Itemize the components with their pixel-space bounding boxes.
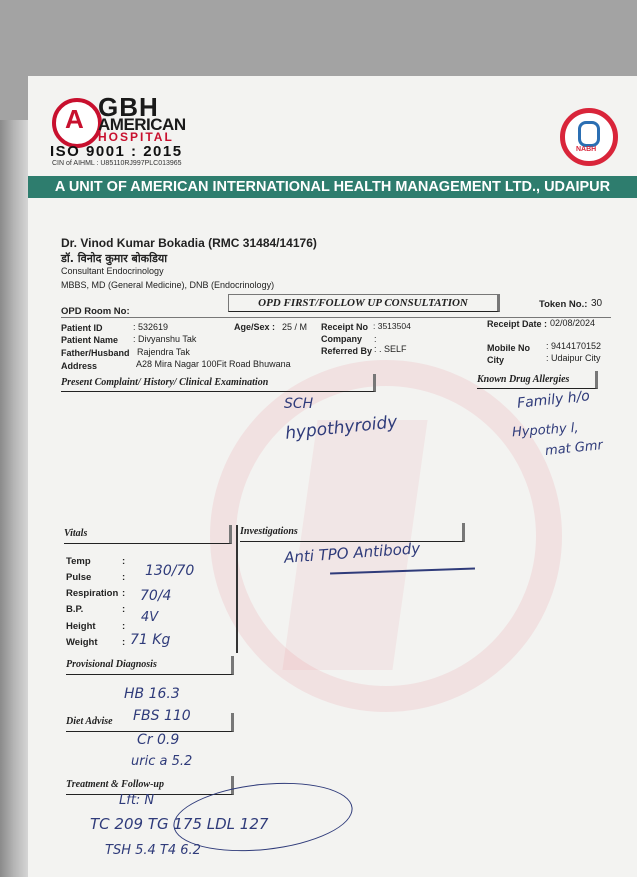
investigations-header-text: Investigations — [240, 526, 298, 537]
vital-height-label: Height — [66, 621, 96, 632]
vital-resp-label: Respiration — [66, 588, 119, 599]
vital-pulse-label: Pulse — [66, 572, 92, 583]
company-label: Company — [321, 334, 363, 344]
referred-value: : . SELF — [374, 344, 407, 354]
patient-id-value: : 532619 — [133, 322, 169, 332]
hw-treat-2: TC 209 TG 175 LDL 127 — [90, 815, 269, 833]
vital-weight-label: Weight — [66, 637, 98, 648]
allergies-header-text: Known Drug Allergies — [477, 374, 570, 385]
cin-label: CIN of AIHML : U85110RJ997PLC013965 — [52, 160, 182, 167]
token-value: 30 — [591, 298, 603, 309]
diet-header-text: Diet Advise — [66, 716, 113, 727]
vital-colon: : — [122, 572, 126, 583]
vital-bp-label: B.P. — [66, 604, 84, 615]
hw-diag-4: uric a 5.2 — [131, 754, 193, 769]
hw-weight: 71 Kg — [130, 632, 171, 648]
receipt-date-label: Receipt Date : — [487, 319, 548, 329]
diagnosis-header-text: Provisional Diagnosis — [66, 659, 157, 670]
patient-name-label: Patient Name — [61, 335, 119, 345]
father-value: Rajendra Tak — [137, 347, 190, 357]
hw-diag-2: FBS 110 — [133, 708, 191, 724]
nabh-text: NABH — [576, 146, 597, 153]
allergies-header — [477, 371, 598, 389]
receipt-no-label: Receipt No — [321, 322, 369, 332]
vitals-divider — [236, 525, 238, 653]
vital-colon: : — [122, 556, 126, 567]
agesex-label: Age/Sex : — [234, 322, 276, 332]
hw-allergy-2: Hypothy l, — [511, 420, 580, 441]
referred-label: Referred By — [321, 346, 373, 356]
doctor-qualifications: MBBS, MD (General Medicine), DNB (Endocrinology) — [61, 280, 275, 290]
brand-mid: AMERICAN — [98, 115, 186, 134]
hw-bp: 4V — [141, 610, 159, 625]
hw-allergy-1: Family h/o — [516, 388, 591, 412]
mobile-value: : 9414170152 — [546, 341, 602, 351]
company-value: : — [374, 334, 377, 344]
binder-edge — [0, 120, 28, 877]
hw-diag-3: Cr 0.9 — [137, 732, 180, 748]
vital-temp-label: Temp — [66, 556, 91, 567]
iso-label: ISO 9001 : 2015 — [50, 143, 183, 160]
form-title — [228, 294, 500, 312]
hw-treat-3: TSH 5.4 T4 6.2 — [105, 843, 201, 858]
agesex-value: 25 / M — [282, 322, 308, 332]
mobile-label: Mobile No — [487, 343, 530, 353]
doctor-name-hindi: डॉ. विनोद कुमार बोकडिया — [61, 252, 168, 265]
title-rule — [61, 317, 611, 318]
city-value: : Udaipur City — [546, 353, 601, 363]
receipt-date-value: 02/08/2024 — [550, 318, 596, 328]
opd-room-label: OPD Room No: — [61, 306, 130, 317]
father-label: Father/Husband — [61, 348, 130, 358]
patient-name-value: : Divyanshu Tak — [133, 334, 197, 344]
diagnosis-header — [66, 656, 234, 675]
hw-treat-1: Lft: N — [119, 793, 155, 808]
nabh-seal-icon — [560, 108, 618, 166]
doctor-specialty: Consultant Endocrinology — [61, 266, 164, 276]
hw-allergy-3: mat Gmr — [544, 438, 604, 459]
complaint-header-text: Present Complaint/ History/ Clinical Examination — [61, 377, 269, 388]
vital-colon: : — [122, 588, 126, 599]
vital-colon: : — [122, 637, 126, 648]
form-title-text: OPD FIRST/FOLLOW UP CONSULTATION — [258, 297, 468, 309]
hw-complaint-1: SCH — [284, 396, 314, 412]
brand-top: GBH — [98, 92, 159, 122]
receipt-no-value: : 3513504 — [373, 321, 411, 331]
token-label: Token No.: — [539, 299, 588, 310]
investigations-header — [240, 523, 465, 542]
hw-complaint-2: hypothyroidy — [284, 412, 399, 444]
hw-investigation-1: Anti TPO Antibody — [283, 539, 421, 567]
treatment-header-text: Treatment & Follow-up — [66, 779, 164, 790]
vitals-header — [64, 525, 232, 544]
patient-id-label: Patient ID — [61, 323, 103, 333]
vital-colon: : — [122, 604, 126, 615]
organization-banner: A UNIT OF AMERICAN INTERNATIONAL HEALTH MANAGEMENT LTD., UDAIPUR — [28, 176, 637, 198]
vitals-header-text: Vitals — [64, 528, 88, 539]
hw-pulse: 130/70 — [145, 563, 195, 579]
address-value: A28 Mira Nagar 100Fit Road Bhuwana — [136, 359, 291, 369]
hw-resp: 70/4 — [140, 588, 172, 604]
hw-diag-1: HB 16.3 — [124, 686, 180, 702]
hospital-logo-icon: A — [52, 98, 102, 148]
complaint-header — [61, 374, 376, 392]
vital-colon: : — [122, 621, 126, 632]
address-label: Address — [61, 361, 98, 371]
doctor-name: Dr. Vinod Kumar Bokadia (RMC 31484/14176) — [61, 236, 317, 250]
city-label: City — [487, 355, 505, 365]
brand-bottom: HOSPITAL — [98, 130, 174, 144]
